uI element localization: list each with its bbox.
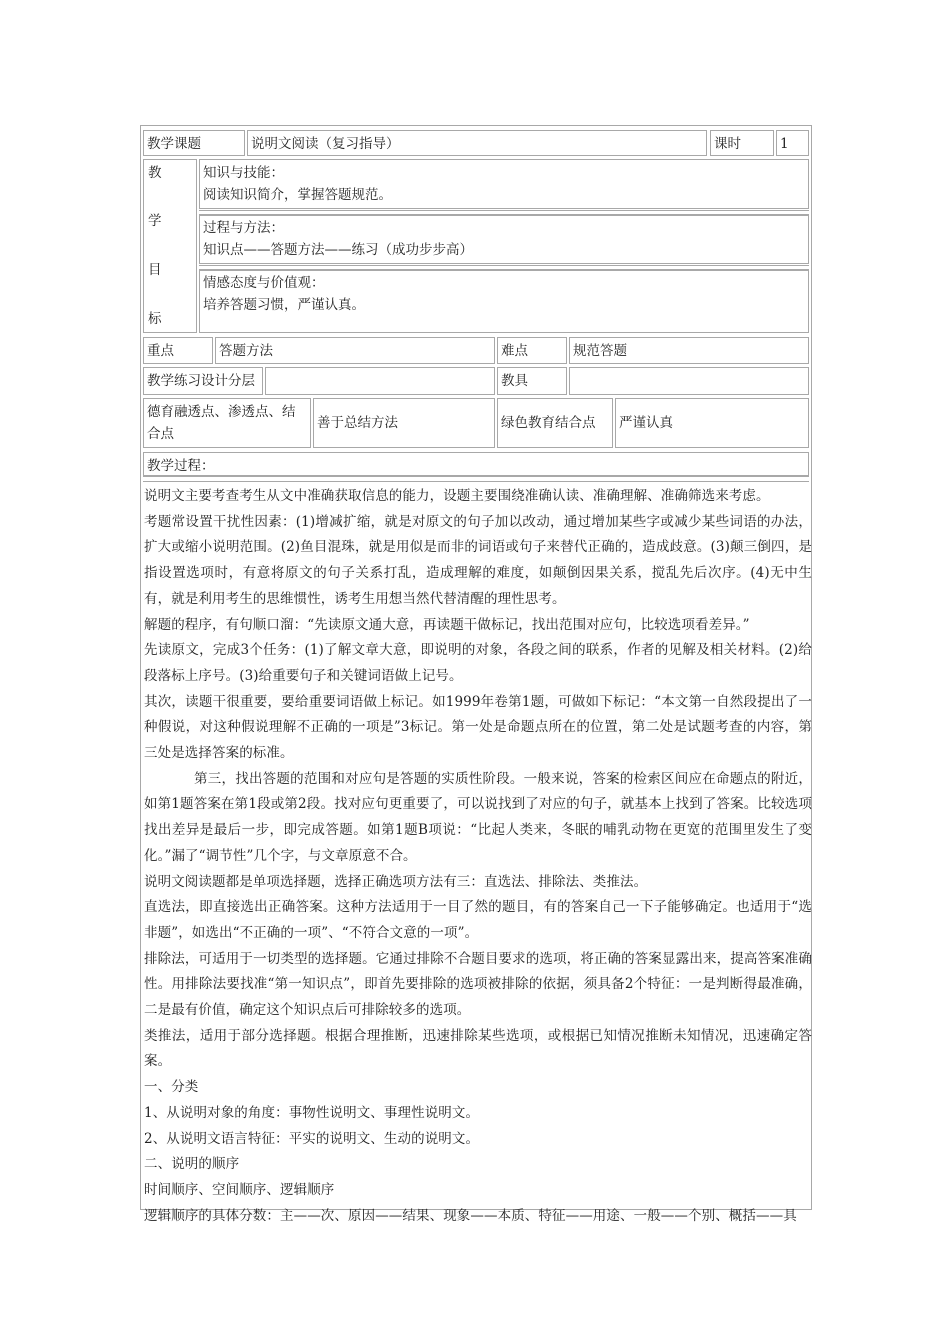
difficult-value: 规范答题 — [573, 343, 627, 359]
moral-value-cell — [313, 398, 495, 448]
key-value-cell — [215, 337, 495, 364]
row-divider — [143, 476, 809, 482]
body-paragraph: 其次，读题干很重要，要给重要词语做上标记。如1999年卷第1题，可做如下标记：“本文第一自然段提出了一种假说，对这种假说理解不正确的一项是”3标记。第一处是命题点所在的位置，第二处是试题考查的内容，第三处是选择答案的标准。 — [144, 693, 812, 762]
topic-label: 教学课题 — [147, 136, 201, 152]
moral-label-cell — [143, 398, 311, 448]
process-title: 过程与方法： — [203, 220, 284, 236]
hours-label: 课时 — [714, 136, 741, 152]
green-value: 严谨认真 — [619, 415, 673, 431]
objectives-label-char: 教 — [148, 165, 162, 181]
process-text: 知识点——答题方法——练习（成功步步高） — [203, 242, 473, 258]
body-paragraph: 解题的程序，有句顺口溜：“先读原文通大意，再读题干做标记，找出范围对应句，比较选项看差异。” — [144, 616, 750, 633]
practice-value-cell — [265, 367, 495, 395]
hours-value-cell — [776, 130, 809, 156]
green-label: 绿色教育结合点 — [501, 415, 596, 431]
body-paragraph: 先读原文，完成3个任务：(1)了解文章大意，即说明的对象，各段之间的联系，作者的见解及相关材料。(2)给段落标上序号。(3)给重要句子和关键词语做上记号。 — [144, 642, 812, 684]
body-paragraph: 考题常设置干扰性因素：(1)增减扩缩，就是对原文的句子加以改动，通过增加某些字或减少某些词语的办法，扩大或缩小说明范围。(2)鱼目混珠，就是用似是而非的词语或句子来替代正确的，造成歧意。(3)颠三倒四，是指设置选项时，有意将原文的句子关系打乱，造成理解的难度，如颠倒因果关系，搅乱先后次序。(4)无中生有，就是利用考生的思维惯性，诱考生用想当然代替清醒的理性思考。 — [144, 513, 812, 607]
hours-value: 1 — [780, 136, 789, 152]
section-heading: 二、说明的顺序 — [144, 1156, 240, 1173]
lesson-plan-table — [140, 125, 812, 1224]
green-value-cell — [615, 398, 809, 448]
objectives-label-char: 学 — [148, 213, 162, 229]
knowledge-title: 知识与技能： — [203, 165, 284, 181]
body-paragraph: 时间顺序、空间顺序、逻辑顺序 — [144, 1181, 335, 1198]
section-heading: 一、分类 — [144, 1079, 199, 1096]
practice-label: 教学练习设计分层 — [147, 373, 255, 389]
green-label-cell — [497, 398, 613, 448]
topic-value-cell — [247, 130, 707, 156]
body-paragraph: 类推法，适用于部分选择题。根据合理推断，迅速排除某些选项，或根据已知情况推断未知情况，迅速确定答案。 — [144, 1027, 812, 1070]
objectives-label-char: 标 — [148, 311, 162, 327]
moral-label: 德育融透点、渗透点、结合点 — [147, 404, 296, 442]
difficult-label-cell — [497, 337, 567, 364]
body-paragraph: 2、从说明文语言特征：平实的说明文、生动的说明文。 — [144, 1130, 480, 1147]
difficult-label: 难点 — [501, 343, 528, 359]
moral-value: 善于总结方法 — [317, 415, 398, 431]
topic-value: 说明文阅读（复习指导） — [251, 136, 400, 152]
tools-label-cell — [497, 367, 567, 395]
body-paragraph: 说明文阅读题都是单项选择题，选择正确选项方法有三：直选法、排除法、类推法。 — [144, 873, 648, 890]
knowledge-cell — [199, 159, 809, 209]
process-cell — [199, 214, 809, 264]
attitude-cell — [199, 269, 809, 333]
difficult-value-cell — [569, 337, 809, 364]
tools-value-cell — [569, 367, 809, 395]
body-paragraph: 直选法，即直接选出正确答案。这种方法适用于一目了然的题目，有的答案自己一下子能够确定。也适用于“选非题”，如选出“不正确的一项”、“不符合文意的一项”。 — [144, 899, 812, 941]
objectives-label-char: 目 — [148, 262, 162, 278]
hours-label-cell — [710, 130, 774, 156]
teaching-process-body — [144, 484, 812, 1229]
topic-label-cell — [143, 130, 245, 156]
body-paragraph: 1、从说明对象的角度：事物性说明文、事理性说明文。 — [144, 1104, 480, 1121]
attitude-text: 培养答题习惯，严谨认真。 — [203, 297, 365, 313]
body-paragraph: 说明文主要考查考生从文中准确获取信息的能力，设题主要围绕准确认读、准确理解、准确筛选来考虑。 — [144, 488, 770, 504]
key-label: 重点 — [147, 343, 174, 359]
attitude-title: 情感态度与价值观： — [203, 275, 325, 291]
body-paragraph: 第三，找出答题的范围和对应句是答题的实质性阶段。一般来说，答案的检索区间应在命题点的附近，如第1题答案在第1段或第2段。找对应句更重要了，可以说找到了对应的句子，就基本上找到了答案。比较选项找出差异是最后一步，即完成答题。如第1题B项说：“比起人类来，冬眠的哺乳动物在更宽的范围里发生了变化。”漏了“调节性”几个字，与文章原意不合。 — [144, 770, 812, 864]
knowledge-text: 阅读知识简介，掌握答题规范。 — [203, 187, 392, 203]
body-paragraph: 排除法，可适用于一切类型的选择题。它通过排除不合题目要求的选项，将正确的答案显露出来，提高答案准确性。用排除法要找准“第一知识点”，即首先要排除的选项被排除的依据，须具备2个特征：一是判断得最准确，二是最有价值，确定这个知识点后可排除较多的选项。 — [144, 950, 812, 1019]
tools-label: 教具 — [501, 373, 528, 389]
key-label-cell — [143, 337, 213, 364]
body-paragraph: 逻辑顺序的具体分数：主——次、原因——结果、现象——本质、特征——用途、一般——个别、概括——具 — [144, 1207, 797, 1224]
key-value: 答题方法 — [219, 343, 273, 359]
practice-label-cell — [143, 367, 263, 395]
process-label: 教学过程： — [147, 458, 215, 474]
objectives-label-cell — [143, 159, 197, 333]
process-label-cell — [143, 452, 809, 476]
